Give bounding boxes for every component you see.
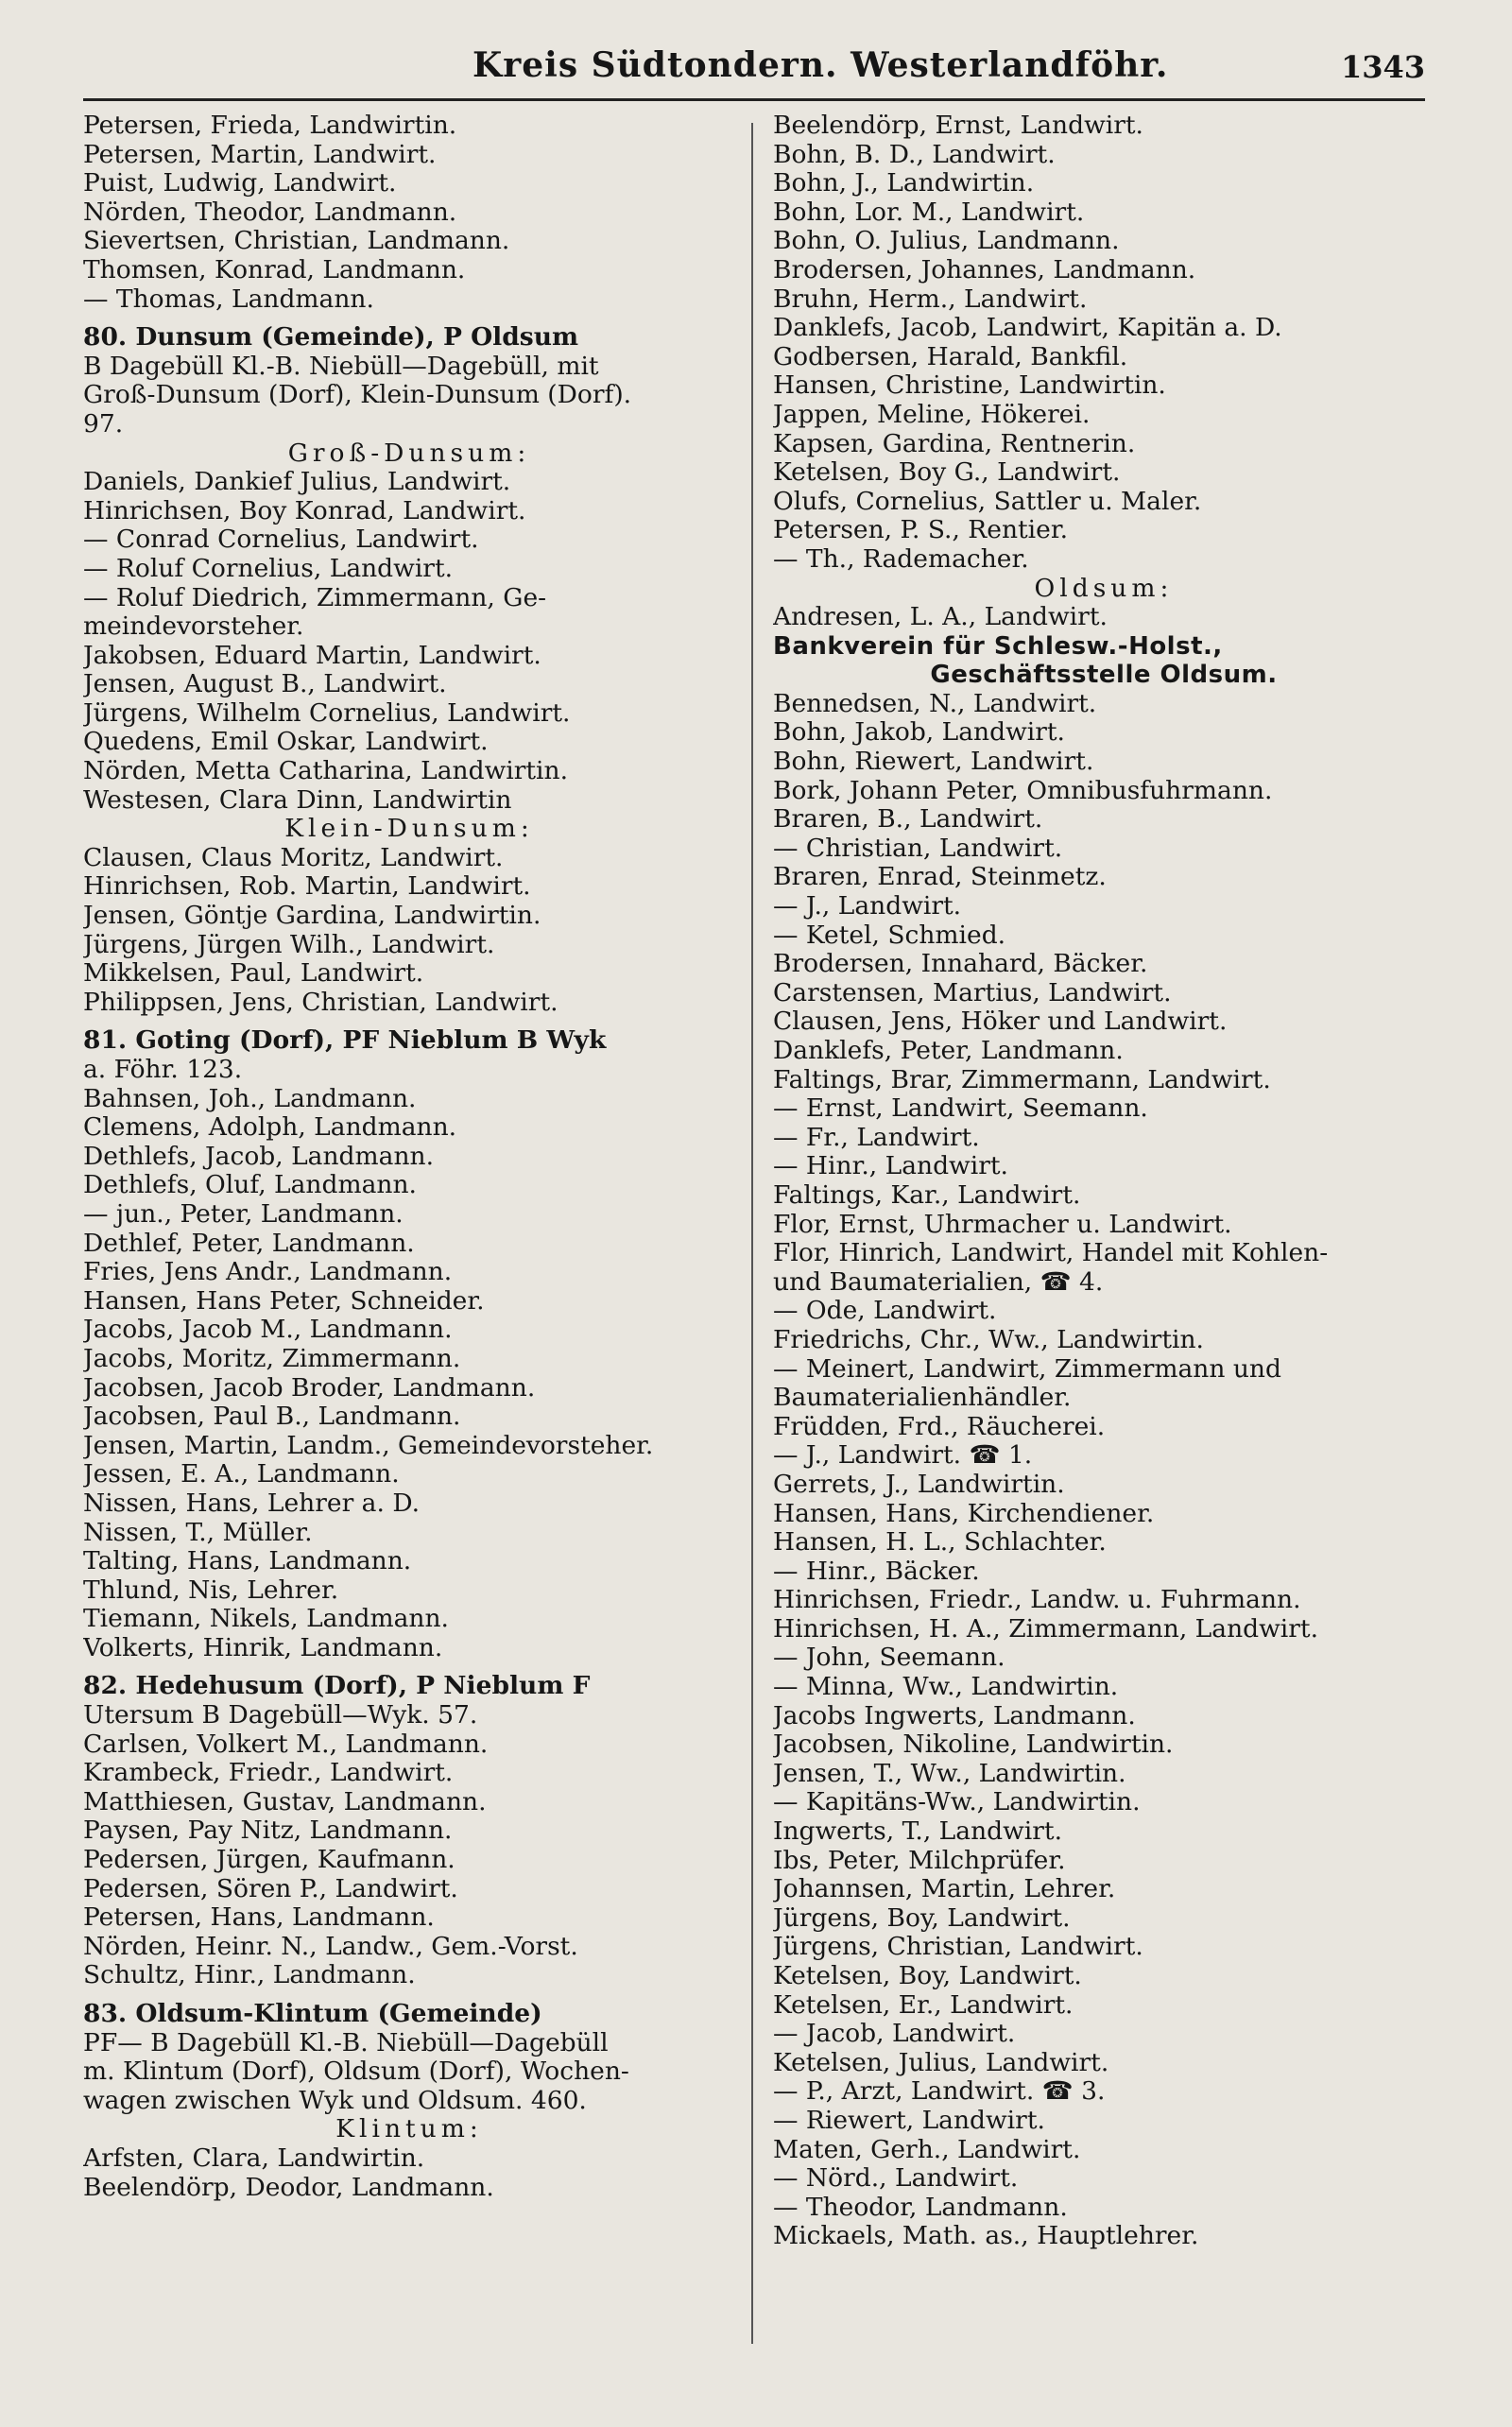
directory-entry: Bohn, Jakob, Landwirt.	[773, 718, 1065, 748]
directory-entry: Ketelsen, Julius, Landwirt.	[773, 2048, 1109, 2077]
directory-entry: Fries, Jens Andr., Landmann.	[83, 1258, 453, 1287]
directory-entry: Tiemann, Nikels, Landmann.	[83, 1605, 449, 1634]
directory-entry: Jürgens, Wilhelm Cornelius, Landwirt.	[83, 698, 571, 728]
directory-entry: Bohn, J., Landwirtin.	[773, 169, 1035, 198]
directory-entry: Braren, Enrad, Steinmetz.	[773, 863, 1107, 892]
locality-heading: Oldsum:	[1034, 574, 1174, 603]
directory-entry: Jensen, August B., Landwirt.	[83, 670, 447, 699]
directory-entry: Mickaels, Math. as., Hauptlehrer.	[773, 2222, 1199, 2251]
directory-entry: Gerrets, J., Landwirtin.	[773, 1470, 1065, 1499]
directory-entry: Faltings, Kar., Landwirt.	[773, 1180, 1081, 1210]
entry-continuation: a. Föhr. 123.	[83, 1056, 243, 1084]
directory-entry: Beelendörp, Ernst, Landwirt.	[773, 112, 1143, 140]
community-heading: 83. Oldsum-Klintum (Gemeinde)	[83, 2000, 542, 2028]
directory-entry: Matthiesen, Gustav, Landmann.	[83, 1787, 487, 1816]
directory-entry: — Roluf Diedrich, Zimmermann, Ge-	[83, 583, 547, 612]
directory-entry: Pedersen, Jürgen, Kaufmann.	[83, 1846, 455, 1875]
directory-entry: Hinrichsen, Rob. Martin, Landwirt.	[83, 872, 531, 902]
directory-entry: Beelendörp, Deodor, Landmann.	[83, 2173, 494, 2202]
directory-entry: Jappen, Meline, Hökerei.	[773, 400, 1091, 429]
directory-entry: Bork, Johann Peter, Omnibusfuhrmann.	[773, 776, 1273, 805]
directory-entry: Bohn, O. Julius, Landmann.	[773, 227, 1120, 256]
directory-entry: — John, Seemann.	[773, 1644, 1005, 1673]
directory-entry: Hansen, Hans Peter, Schneider.	[83, 1286, 485, 1316]
directory-entry: Dethlefs, Oluf, Landmann.	[83, 1171, 417, 1200]
directory-entry: Nörden, Theodor, Landmann.	[83, 198, 457, 227]
directory-entry: Westesen, Clara Dinn, Landwirtin	[83, 785, 512, 815]
entry-continuation: Groß-Dunsum (Dorf), Klein-Dunsum (Dorf).	[83, 381, 632, 410]
directory-entry: Danklefs, Peter, Landmann.	[773, 1037, 1124, 1065]
directory-entry: Faltings, Brar, Zimmermann, Landwirt.	[773, 1065, 1271, 1094]
directory-entry: Danklefs, Jacob, Landwirt, Kapitän a. D.	[773, 314, 1282, 343]
entry-continuation: wagen zwischen Wyk und Oldsum. 460.	[83, 2086, 587, 2115]
directory-entry: Bennedsen, N., Landwirt.	[773, 689, 1097, 718]
directory-entry: Hansen, Hans, Kirchendiener.	[773, 1499, 1155, 1528]
directory-entry: — J., Landwirt. ☎ 1.	[773, 1441, 1033, 1471]
directory-entry: Mikkelsen, Paul, Landwirt.	[83, 959, 424, 989]
directory-entry: Brodersen, Innahard, Bäcker.	[773, 950, 1148, 979]
directory-entry: — Meinert, Landwirt, Zimmermann und	[773, 1354, 1281, 1384]
directory-entry: Ketelsen, Er., Landwirt.	[773, 1990, 1074, 2020]
directory-entry: — Riewert, Landwirt.	[773, 2106, 1045, 2135]
directory-entry: Bohn, Lor. M., Landwirt.	[773, 198, 1085, 227]
locality-heading: Klein-Dunsum:	[284, 815, 534, 844]
entry-continuation: PF— B Dagebüll Kl.-B. Niebüll—Dagebüll	[83, 2028, 609, 2057]
directory-entry: — Thomas, Landmann.	[83, 284, 374, 314]
bank-subheading: Geschäftsstelle Oldsum.	[930, 661, 1278, 690]
directory-entry: Johannsen, Martin, Lehrer.	[773, 1875, 1116, 1904]
directory-entry: — Roluf Cornelius, Landwirt.	[83, 554, 454, 583]
community-heading: 80. Dunsum (Gemeinde), P Oldsum	[83, 323, 578, 353]
directory-entry: Nörden, Metta Catharina, Landwirtin.	[83, 757, 569, 786]
directory-entry: — jun., Peter, Landmann.	[83, 1199, 404, 1229]
directory-entry: — Minna, Ww., Landwirtin.	[773, 1673, 1119, 1702]
directory-entry: — Kapitäns-Ww., Landwirtin.	[773, 1788, 1141, 1817]
directory-entry: Daniels, Dankief Julius, Landwirt.	[83, 468, 511, 497]
directory-entry: — Jacob, Landwirt.	[773, 2020, 1016, 2049]
directory-entry: Puist, Ludwig, Landwirt.	[83, 169, 397, 198]
directory-entry: Pedersen, Sören P., Landwirt.	[83, 1874, 458, 1903]
locality-heading: Klintum:	[335, 2115, 483, 2144]
entry-continuation: meindevorsteher.	[83, 612, 304, 642]
directory-entry: Bruhn, Herm., Landwirt.	[773, 284, 1088, 314]
entry-continuation: m. Klintum (Dorf), Oldsum (Dorf), Wochen-	[83, 2057, 629, 2087]
directory-entry: Jessen, E. A., Landmann.	[83, 1460, 400, 1489]
directory-entry: Paysen, Pay Nitz, Landmann.	[83, 1816, 453, 1846]
directory-entry: — Conrad Cornelius, Landwirt.	[83, 525, 479, 555]
directory-entry: Philippsen, Jens, Christian, Landwirt.	[83, 988, 558, 1017]
directory-entry: Petersen, Frieda, Landwirtin.	[83, 112, 457, 140]
directory-entry: Schultz, Hinr., Landmann.	[83, 1961, 416, 1990]
directory-entry: Ibs, Peter, Milchprüfer.	[773, 1846, 1066, 1875]
locality-heading: Groß-Dunsum:	[287, 439, 531, 468]
header-rule	[83, 98, 1425, 101]
directory-entry: Hinrichsen, Boy Konrad, Landwirt.	[83, 496, 526, 525]
directory-entry: Brodersen, Johannes, Landmann.	[773, 255, 1196, 284]
directory-entry: Godbersen, Harald, Bankfil.	[773, 342, 1128, 371]
directory-entry: Clausen, Jens, Höker und Landwirt.	[773, 1007, 1228, 1037]
directory-entry: Hansen, H. L., Schlachter.	[773, 1528, 1107, 1558]
directory-entry: — Ketel, Schmied.	[773, 921, 1006, 950]
directory-entry: Andresen, L. A., Landwirt.	[773, 603, 1108, 632]
directory-entry: — Hinr., Bäcker.	[773, 1557, 980, 1586]
directory-entry: Früdden, Frd., Räucherei.	[773, 1412, 1106, 1441]
directory-entry: Talting, Hans, Landmann.	[83, 1547, 412, 1576]
directory-entry: Ingwerts, T., Landwirt.	[773, 1817, 1063, 1847]
directory-entry: Jacobsen, Jacob Broder, Landmann.	[83, 1373, 536, 1403]
page-number: 1343	[1340, 49, 1425, 85]
entry-continuation: B Dagebüll Kl.-B. Niebüll—Dagebüll, mit	[83, 352, 599, 381]
directory-entry: Nörden, Heinr. N., Landw., Gem.-Vorst.	[83, 1932, 578, 1961]
entry-continuation: und Baumaterialien, ☎ 4.	[773, 1267, 1104, 1297]
entry-continuation: 97.	[83, 409, 124, 439]
directory-entry: — Ernst, Landwirt, Seemann.	[773, 1094, 1148, 1124]
directory-entry: Flor, Ernst, Uhrmacher u. Landwirt.	[773, 1210, 1232, 1239]
directory-entry: Arfsten, Clara, Landwirtin.	[83, 2143, 425, 2173]
directory-entry: Friedrichs, Chr., Ww., Landwirtin.	[773, 1325, 1204, 1354]
directory-entry: Bahnsen, Joh., Landmann.	[83, 1084, 417, 1113]
directory-entry: Carlsen, Volkert M., Landmann.	[83, 1730, 489, 1759]
community-heading: 82. Hedehusum (Dorf), P Nieblum F	[83, 1672, 591, 1701]
directory-entry: Jacobs, Moritz, Zimmermann.	[83, 1344, 461, 1373]
left-column	[83, 112, 735, 2202]
directory-entry: Jakobsen, Eduard Martin, Landwirt.	[83, 641, 541, 670]
directory-entry: Jacobs Ingwerts, Landmann.	[773, 1701, 1136, 1730]
directory-entry: — Hinr., Landwirt.	[773, 1152, 1008, 1181]
directory-entry: Petersen, Hans, Landmann.	[83, 1903, 435, 1933]
directory-entry: — Christian, Landwirt.	[773, 834, 1063, 863]
directory-entry: Hansen, Christine, Landwirtin.	[773, 371, 1166, 401]
directory-entry: Kapsen, Gardina, Rentnerin.	[773, 429, 1136, 458]
entry-continuation: Utersum B Dagebüll—Wyk. 57.	[83, 1701, 478, 1730]
directory-entry: Hinrichsen, H. A., Zimmermann, Landwirt.	[773, 1614, 1318, 1644]
directory-entry: Dethlefs, Jacob, Landmann.	[83, 1142, 434, 1171]
directory-entry: Jürgens, Jürgen Wilh., Landwirt.	[83, 930, 495, 959]
directory-entry: — Fr., Landwirt.	[773, 1123, 980, 1152]
directory-entry: Thomsen, Konrad, Landmann.	[83, 255, 466, 284]
entry-continuation: Baumaterialienhändler.	[773, 1384, 1072, 1413]
directory-entry: — J., Landwirt.	[773, 892, 962, 921]
directory-entry: — Theodor, Landmann.	[773, 2193, 1068, 2222]
directory-entry: Thlund, Nis, Lehrer.	[83, 1575, 339, 1605]
directory-entry: Jacobs, Jacob M., Landmann.	[83, 1316, 453, 1345]
page-title: Kreis Südtondern. Westerlandföhr.	[472, 45, 1169, 85]
directory-entry: — Ode, Landwirt.	[773, 1297, 997, 1326]
directory-entry: Flor, Hinrich, Landwirt, Handel mit Kohlen-	[773, 1239, 1329, 1268]
directory-entry: Petersen, Martin, Landwirt.	[83, 140, 437, 169]
bank-heading: Bankverein für Schlesw.-Holst.,	[773, 631, 1223, 661]
directory-entry: Ketelsen, Boy, Landwirt.	[773, 1962, 1082, 1990]
directory-entry: — P., Arzt, Landwirt. ☎ 3.	[773, 2077, 1106, 2107]
directory-entry: — Th., Rademacher.	[773, 544, 1029, 574]
directory-entry: Olufs, Cornelius, Sattler u. Maler.	[773, 487, 1202, 516]
directory-entry: Jürgens, Boy, Landwirt.	[773, 1903, 1071, 1933]
directory-entry: Hinrichsen, Friedr., Landw. u. Fuhrmann.	[773, 1586, 1301, 1615]
directory-entry: Nissen, T., Müller.	[83, 1518, 313, 1547]
directory-entry: Maten, Gerh., Landwirt.	[773, 2135, 1081, 2164]
directory-entry: Bohn, B. D., Landwirt.	[773, 140, 1056, 169]
directory-entry: Petersen, P. S., Rentier.	[773, 516, 1068, 545]
directory-entry: Bohn, Riewert, Landwirt.	[773, 748, 1094, 777]
directory-entry: Jacobsen, Paul B., Landmann.	[83, 1403, 461, 1432]
directory-entry: Jürgens, Christian, Landwirt.	[773, 1933, 1143, 1962]
directory-entry: Quedens, Emil Oskar, Landwirt.	[83, 728, 489, 757]
directory-entry: Ketelsen, Boy G., Landwirt.	[773, 458, 1121, 488]
right-column	[773, 112, 1435, 2251]
community-heading: 81. Goting (Dorf), PF Nieblum B Wyk	[83, 1026, 607, 1056]
directory-entry: Jensen, T., Ww., Landwirtin.	[773, 1759, 1126, 1788]
directory-entry: — Nörd., Landwirt.	[773, 2164, 1019, 2194]
directory-entry: Nissen, Hans, Lehrer a. D.	[83, 1489, 421, 1518]
directory-entry: Jensen, Martin, Landm., Gemeindevorsteher.	[83, 1431, 654, 1460]
column-divider	[751, 123, 753, 2344]
directory-entry: Sievertsen, Christian, Landmann.	[83, 227, 510, 256]
directory-entry: Carstensen, Martius, Landwirt.	[773, 978, 1172, 1007]
directory-entry: Clausen, Claus Moritz, Landwirt.	[83, 843, 504, 872]
directory-entry: Jensen, Göntje Gardina, Landwirtin.	[83, 902, 541, 931]
directory-entry: Jacobsen, Nikoline, Landwirtin.	[773, 1730, 1174, 1760]
directory-entry: Clemens, Adolph, Landmann.	[83, 1113, 457, 1143]
directory-entry: Volkerts, Hinrik, Landmann.	[83, 1633, 443, 1662]
page-header	[0, 45, 1512, 98]
directory-entry: Braren, B., Landwirt.	[773, 805, 1043, 835]
directory-entry: Krambeck, Friedr., Landwirt.	[83, 1759, 454, 1788]
directory-entry: Dethlef, Peter, Landmann.	[83, 1229, 415, 1258]
